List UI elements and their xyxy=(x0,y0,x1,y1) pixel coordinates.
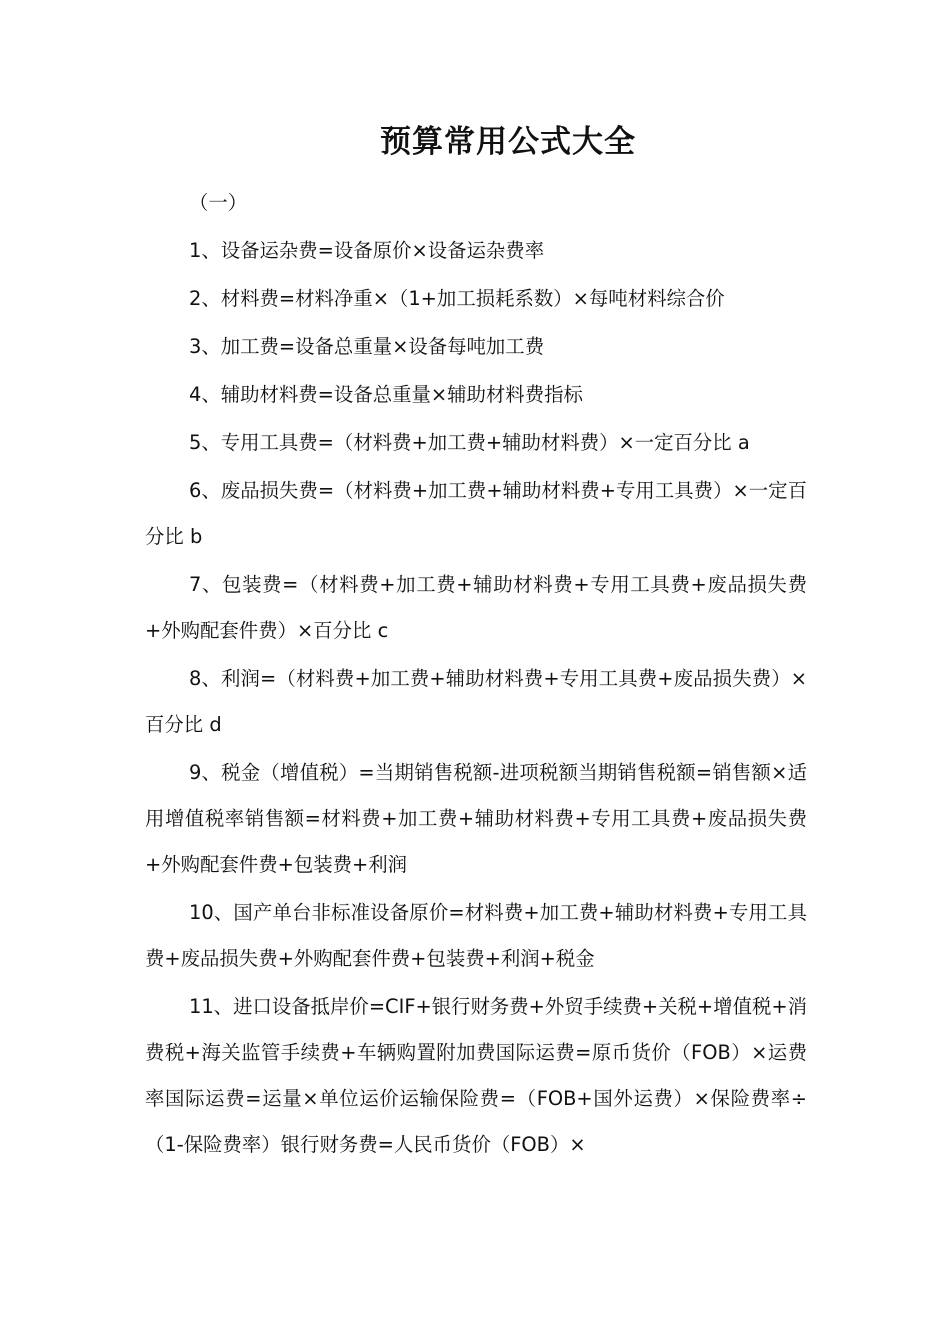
document-title: 预算常用公式大全 xyxy=(380,124,636,160)
formula-paragraph-7: 7、包装费=（材料费+加工费+辅助材料费+专用工具费+废品损失费+外购配套件费）×百分比 c xyxy=(145,573,807,642)
formula-paragraph-5: 5、专用工具费=（材料费+加工费+辅助材料费）×一定百分比 a xyxy=(189,431,750,454)
formula-paragraph-10: 10、国产单台非标准设备原价=材料费+加工费+辅助材料费+专用工具费+废品损失费+外购配套件费+包装费+利润+税金 xyxy=(145,901,807,970)
formula-paragraph-1: 1、设备运杂费=设备原价×设备运杂费率 xyxy=(189,239,545,262)
formula-paragraph-6: 6、废品损失费=（材料费+加工费+辅助材料费+专用工具费）×一定百分比 b xyxy=(145,479,807,548)
formula-paragraph-11: 11、进口设备抵岸价=CIF+银行财务费+外贸手续费+关税+增值税+消费税+海关监管手续费+车辆购置附加费国际运费=原币货价（FOB）×运费率国际运费=运量×单位运价运输保险费=（FOB+国外运费）×保险费率÷（1-保险费率）银行财务费=人民币货价（FOB）× xyxy=(145,995,807,1156)
formula-paragraph-3: 3、加工费=设备总重量×设备每吨加工费 xyxy=(189,335,545,358)
section-heading: （一） xyxy=(189,191,248,214)
formula-paragraph-8: 8、利润=（材料费+加工费+辅助材料费+专用工具费+废品损失费）×百分比 d xyxy=(145,667,807,736)
formula-paragraph-9: 9、税金（增值税）=当期销售税额-进项税额当期销售税额=销售额×适用增值税率销售额=材料费+加工费+辅助材料费+专用工具费+废品损失费+外购配套件费+包装费+利润 xyxy=(145,761,807,876)
formula-paragraph-4: 4、辅助材料费=设备总重量×辅助材料费指标 xyxy=(189,383,583,406)
formula-paragraph-2: 2、材料费=材料净重×（1+加工损耗系数）×每吨材料综合价 xyxy=(189,287,725,310)
document-body xyxy=(145,180,807,1168)
